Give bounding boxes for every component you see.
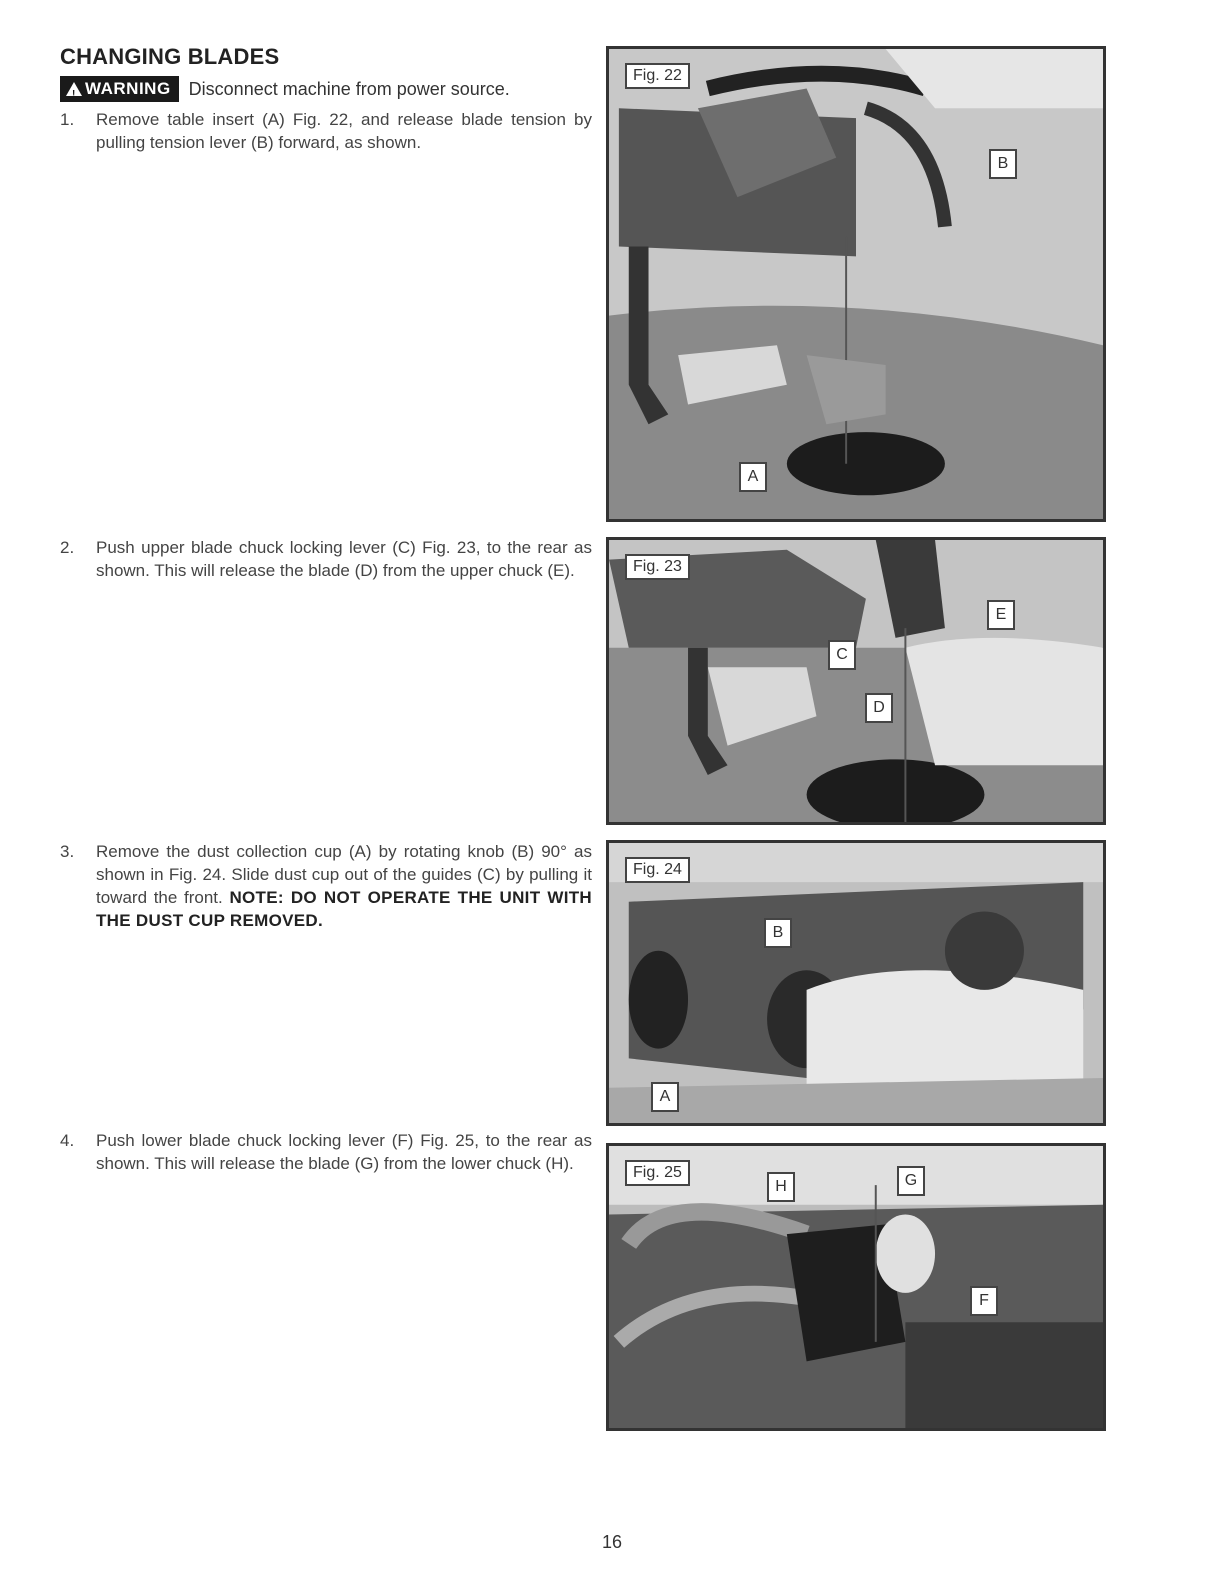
warning-triangle-icon xyxy=(66,82,82,96)
figure-label: Fig. 22 xyxy=(625,63,690,89)
step-1 xyxy=(60,108,592,154)
step-text: Push upper blade chuck locking lever (C) Fig. 23, to the rear as shown. This will release the blade (D) from the upper chuck (E). xyxy=(96,538,592,580)
figure-22-photo xyxy=(609,49,1103,519)
figure-24 xyxy=(606,840,1106,1126)
step-3 xyxy=(60,840,592,932)
step-text: Remove the dust collection cup (A) by rotating knob (B) 90° as shown in Fig. 24. Slide dust cup out of the guides (C) by pulling it toward the front. xyxy=(96,842,592,907)
figure-label: Fig. 23 xyxy=(625,554,690,580)
warning-text: Disconnect machine from power source. xyxy=(188,78,510,99)
step-4 xyxy=(60,1129,592,1175)
callout-D: D xyxy=(865,693,893,723)
figure-25 xyxy=(606,1143,1106,1431)
callout-F: F xyxy=(970,1286,998,1316)
step-2 xyxy=(60,536,592,582)
callout-A: A xyxy=(739,462,767,492)
step-text: Push lower blade chuck locking lever (F) Fig. 25, to the rear as shown. This will release the blade (G) from the lower chuck (H). xyxy=(96,1131,592,1173)
callout-H: H xyxy=(767,1172,795,1202)
step-number: 3. xyxy=(60,842,75,861)
page-number: 16 xyxy=(601,1532,623,1552)
figure-23-photo xyxy=(609,540,1103,822)
step-number: 2. xyxy=(60,538,75,557)
step-text-block xyxy=(96,840,592,932)
figure-24-photo xyxy=(609,843,1103,1123)
callout-G: G xyxy=(897,1166,925,1196)
warning-badge xyxy=(60,76,179,102)
step-number: 4. xyxy=(60,1131,75,1150)
callout-E: E xyxy=(987,600,1015,630)
callout-B: B xyxy=(764,918,792,948)
callout-A: A xyxy=(651,1082,679,1112)
callout-C: C xyxy=(828,640,856,670)
step-note: NOTE: DO NOT OPERATE THE UNIT WITH THE DUST CUP REMOVED. xyxy=(96,888,592,930)
warning-row xyxy=(60,76,510,102)
figure-23 xyxy=(606,537,1106,825)
step-number: 1. xyxy=(60,110,75,129)
figure-label: Fig. 24 xyxy=(625,857,690,883)
step-text: Remove table insert (A) Fig. 22, and release blade tension by pulling tension lever (B) forward, as shown. xyxy=(96,110,592,152)
section-heading: CHANGING BLADES xyxy=(60,44,280,69)
figure-22 xyxy=(606,46,1106,522)
figure-25-photo xyxy=(609,1146,1103,1428)
callout-B: B xyxy=(989,149,1017,179)
warning-badge-label: WARNING xyxy=(85,79,171,98)
figure-label: Fig. 25 xyxy=(625,1160,690,1186)
